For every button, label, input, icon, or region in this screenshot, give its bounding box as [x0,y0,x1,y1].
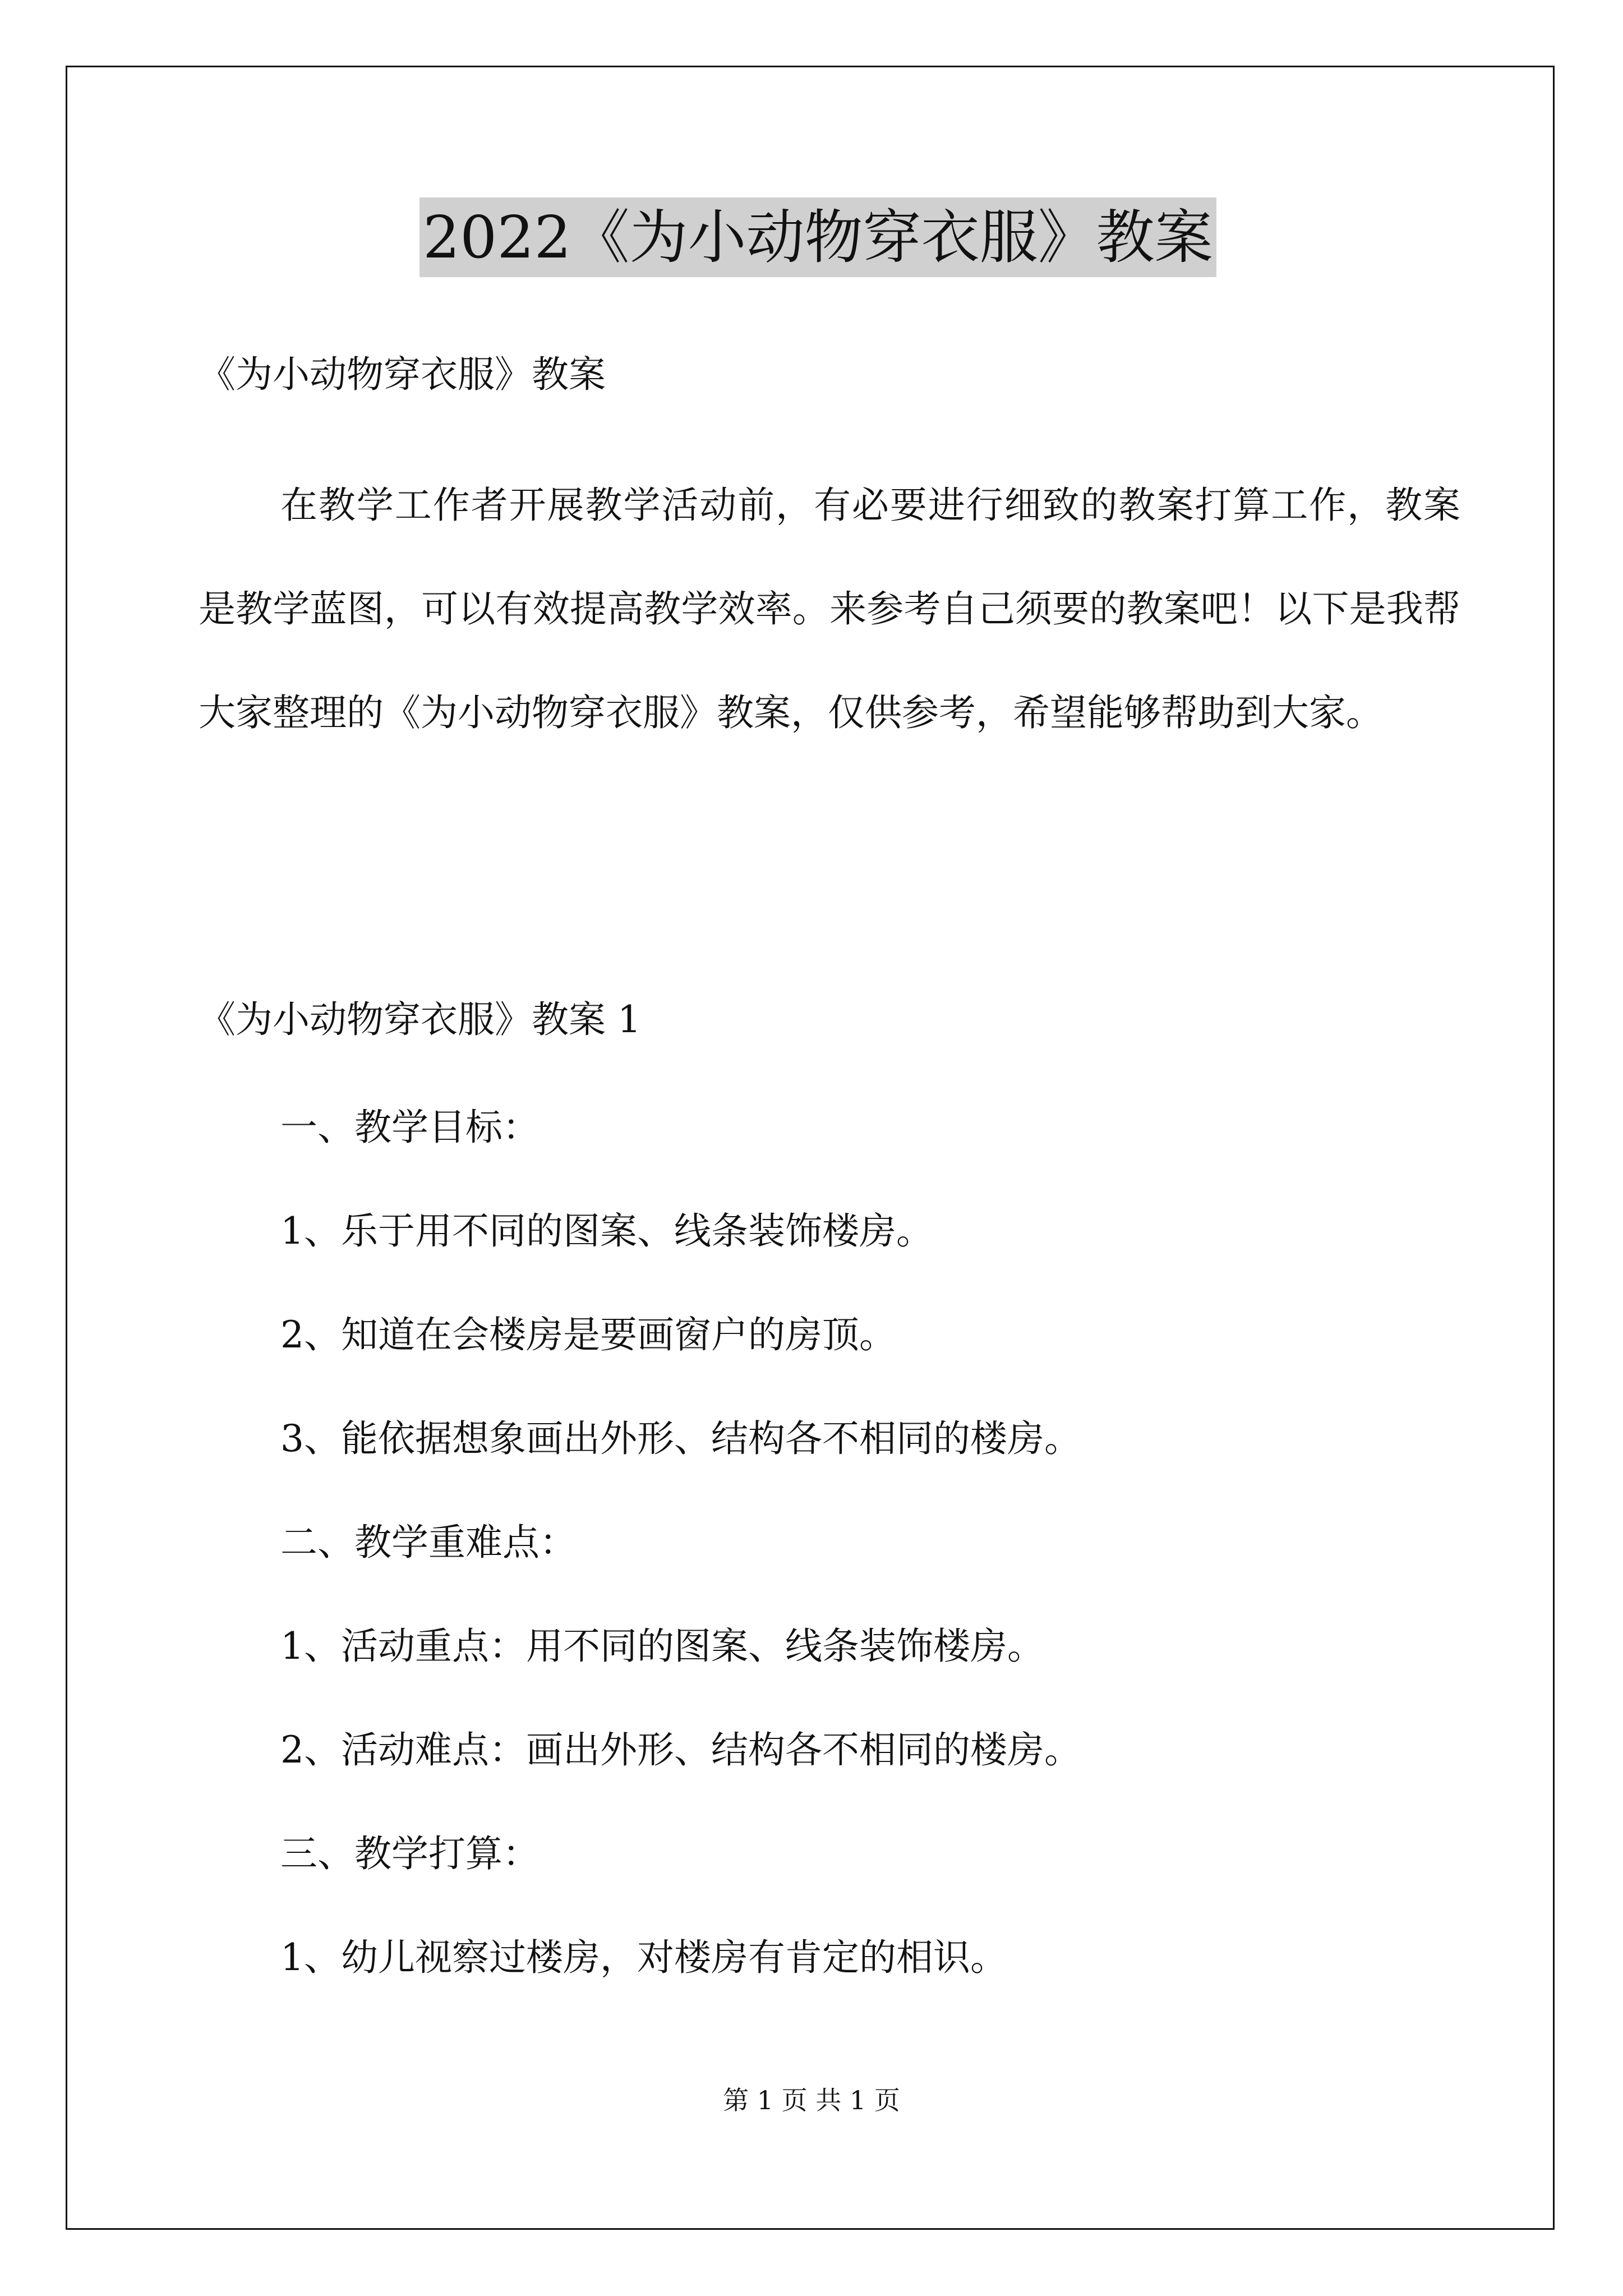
list-item: 三、教学打算： [280,1832,540,1875]
list-item: 1、乐于用不同的图案、线条装饰楼房。 [280,1209,933,1253]
list-item: 二、教学重难点： [280,1521,577,1564]
document-title: 2022《为小动物穿衣服》教案 [419,197,1216,277]
list-item: 2、活动难点：画出外形、结构各不相同的楼房。 [280,1728,1081,1772]
list-item: 3、能依据想象画出外形、结构各不相同的楼房。 [280,1417,1081,1460]
list-item: 1、幼儿视察过楼房，对楼房有肯定的相识。 [280,1936,1007,1979]
list-item: 1、活动重点：用不同的图案、线条装饰楼房。 [280,1625,1044,1668]
intro-paragraph: 在教学工作者开展教学活动前，有必要进行细致的教案打算工作，教案是教学蓝图，可以有效提高教学效率。来参考自己须要的教案吧！以下是我帮大家整理的《为小动物穿衣服》教案，仅供参考，希望能够帮助到大家。 [199,484,1460,734]
page-footer: 第 1 页 共 1 页 [723,2085,900,2115]
document-subtitle: 《为小动物穿衣服》教案 [199,353,606,396]
section-heading: 《为小动物穿衣服》教案 1 [199,998,641,1041]
list-item: 一、教学目标： [280,1106,540,1149]
list-item: 2、知道在会楼房是要画窗户的房顶。 [280,1313,896,1356]
